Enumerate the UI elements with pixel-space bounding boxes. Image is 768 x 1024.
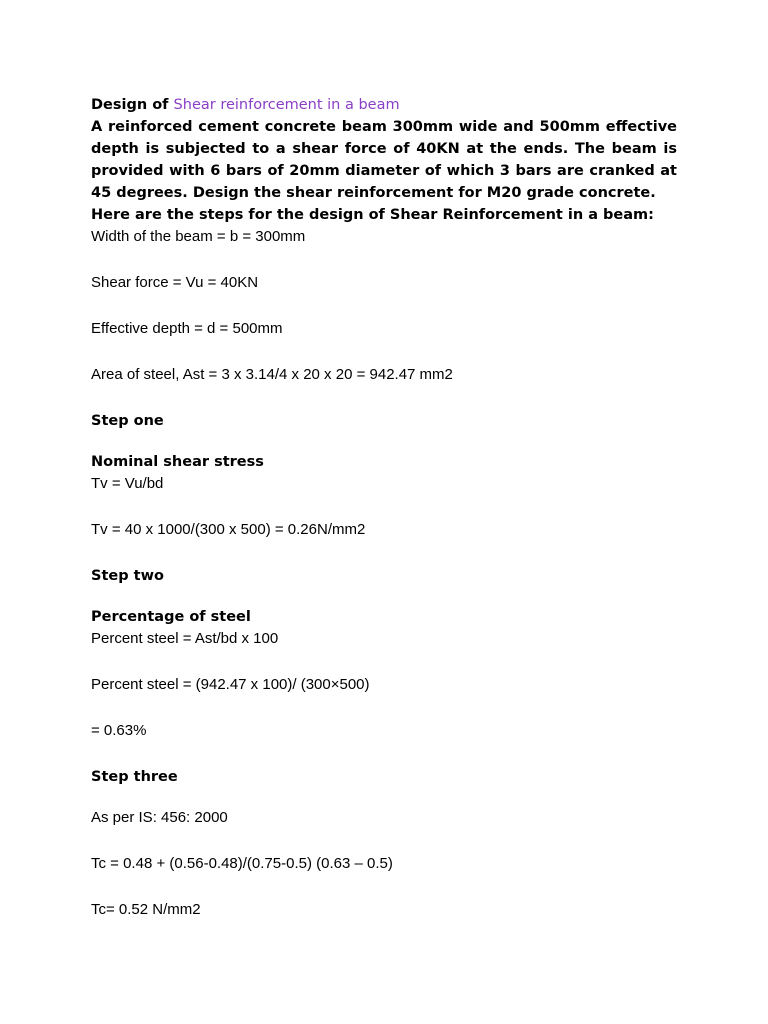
given-width: Width of the beam = b = 300mm — [91, 228, 306, 245]
step-two-result: = 0.63% — [91, 722, 147, 739]
title-prefix: Design of — [91, 97, 174, 113]
step-three-label: Step three — [91, 769, 178, 785]
steps-intro: Here are the steps for the design of Shear Reinforcement in a beam: — [91, 207, 654, 223]
step-three-result: Tc= 0.52 N/mm2 — [91, 901, 201, 918]
step-one-label: Step one — [91, 413, 164, 429]
given-effective-depth: Effective depth = d = 500mm — [91, 320, 283, 337]
step-two-heading: Percentage of steel — [91, 609, 251, 625]
document-body — [91, 94, 677, 921]
given-area-of-steel: Area of steel, Ast = 3 x 3.14/4 x 20 x 20 = 942.47 mm2 — [91, 366, 453, 383]
title-accent: Shear reinforcement in a beam — [173, 97, 400, 113]
step-two-substitution: Percent steel = (942.47 x 100)/ (300×500) — [91, 676, 370, 693]
step-one-heading: Nominal shear stress — [91, 454, 264, 470]
step-one-result: Tv = 40 x 1000/(300 x 500) = 0.26N/mm2 — [91, 521, 366, 538]
step-two-formula: Percent steel = Ast/bd x 100 — [91, 630, 279, 647]
problem-statement: A reinforced cement concrete beam 300mm wide and 500mm effective depth is subjected to a shear force of 40KN at the ends. The beam is provided with 6 bars of 20mm diameter of which 3 bars are cranked at 45 degrees. Design the shear reinforcement for M20 grade concrete. — [91, 119, 677, 201]
step-three-reference: As per IS: 456: 2000 — [91, 809, 228, 826]
step-two-label: Step two — [91, 568, 164, 584]
step-three-interpolation: Tc = 0.48 + (0.56-0.48)/(0.75-0.5) (0.63 – 0.5) — [91, 855, 393, 872]
document-title — [91, 94, 677, 116]
given-shear-force: Shear force = Vu = 40KN — [91, 274, 259, 291]
step-one-formula: Tv = Vu/bd — [91, 475, 164, 492]
